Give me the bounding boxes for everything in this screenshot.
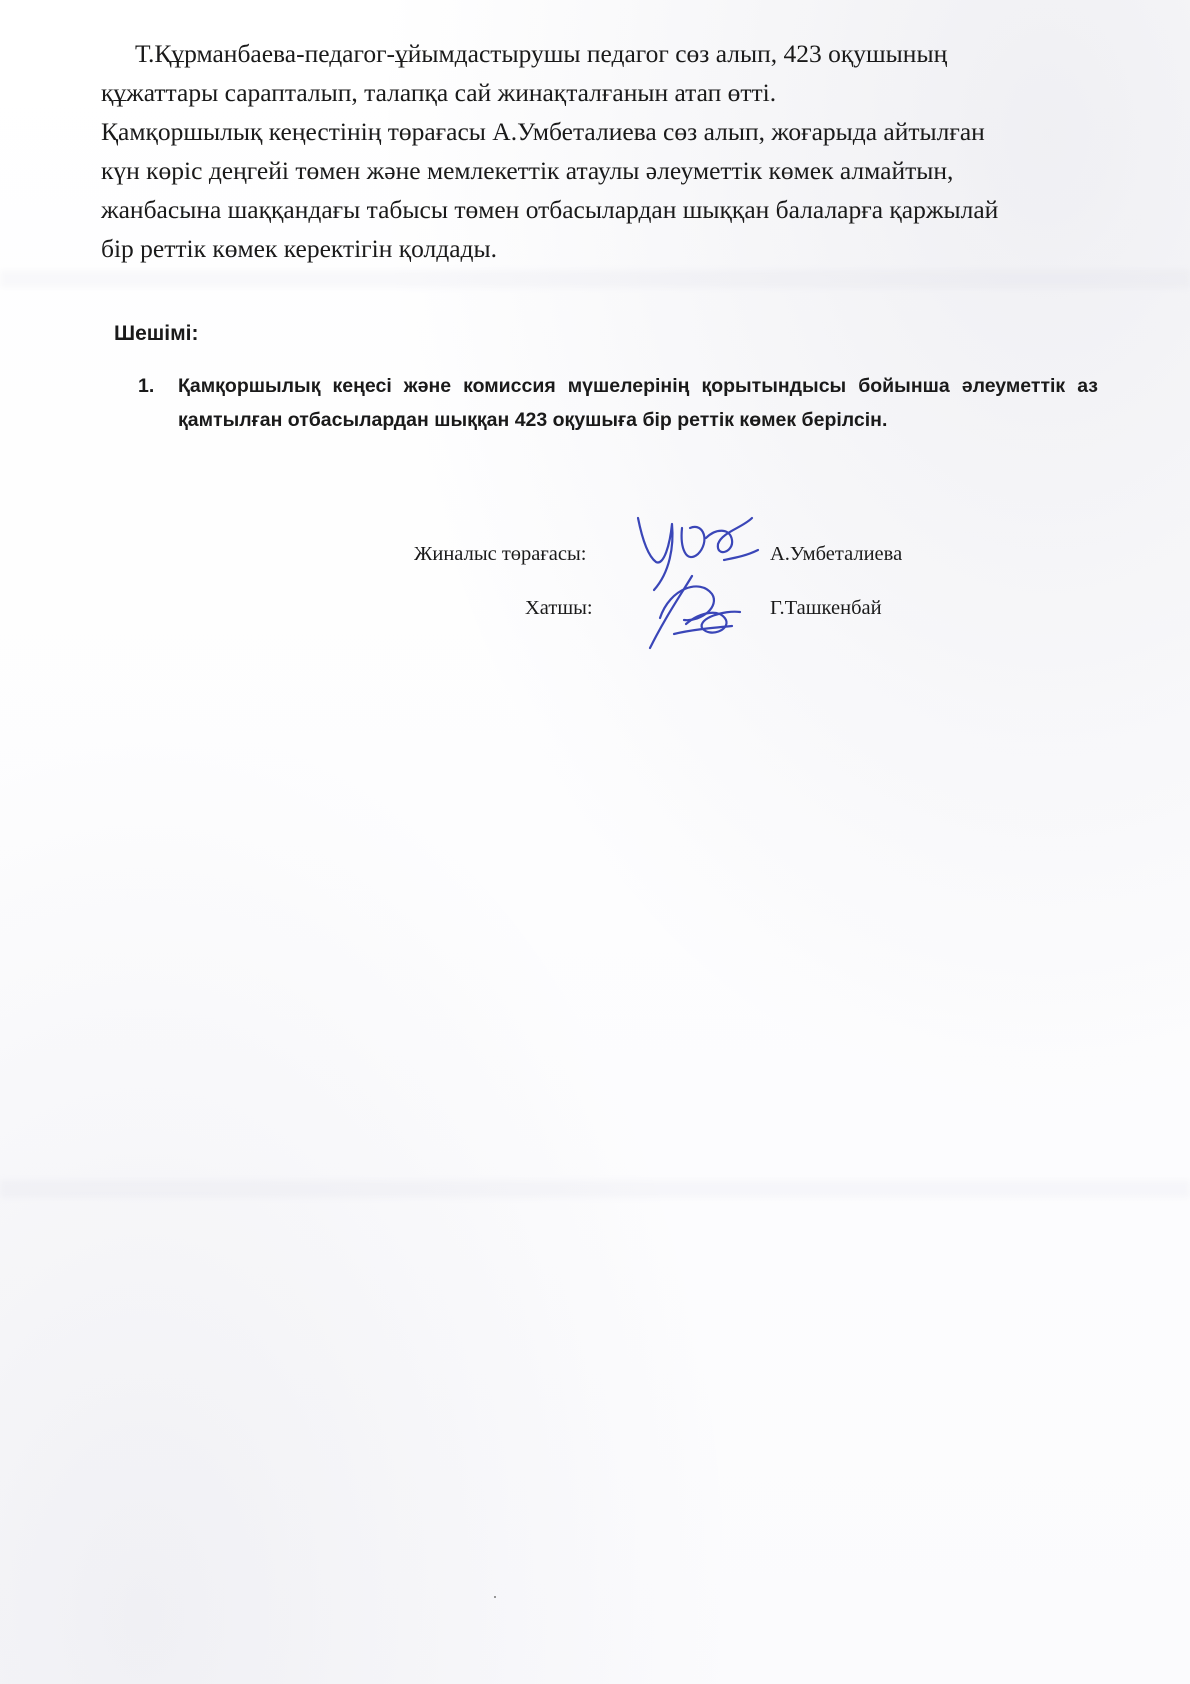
- chair-label: Жиналыс төрағасы:: [414, 543, 587, 565]
- intro-line: күн көріс деңгейі төмен және мемлекеттік атаулы әлеуметтік көмек алмайтын,: [101, 156, 954, 185]
- secretary-label: Хатшы:: [525, 597, 593, 619]
- intro-paragraph: [101, 34, 1111, 268]
- decision-item-number: 1.: [138, 375, 155, 397]
- chair-name: А.Умбеталиева: [770, 543, 903, 565]
- page-shading: [0, 270, 1190, 288]
- intro-line: бір реттік көмек керектігін қолдады.: [101, 234, 498, 263]
- page-shading: [0, 1180, 1190, 1198]
- decision-item: [138, 369, 1098, 437]
- intro-line: жанбасына шаққандағы табысы төмен отбасылардан шыққан балаларға қаржылай: [101, 195, 999, 224]
- intro-line: Т.Құрманбаева-педагог-ұйымдастырушы педагог сөз алып, 423 оқушының: [135, 39, 948, 68]
- secretary-signature: [640, 568, 750, 658]
- intro-line: құжаттары сарапталып, талапқа сай жинақталғанын атап өтті.: [101, 78, 777, 107]
- decision-heading: Шешімі:: [114, 322, 199, 345]
- secretary-name: Г.Ташкенбай: [770, 597, 882, 619]
- bottom-dot: [494, 1596, 496, 1598]
- decision-item-text: Қамқоршылық кеңесі және комиссия мүшелерінің қорытындысы бойынша әлеуметтік аз қамтылған отбасылардан шыққан 423 оқушыға бір реттік көмек берілсін.: [178, 375, 1098, 431]
- intro-line: Қамқоршылық кеңестінің төрағасы А.Умбеталиева сөз алып, жоғарыда айтылған: [101, 117, 985, 146]
- decision-list: [138, 369, 1098, 437]
